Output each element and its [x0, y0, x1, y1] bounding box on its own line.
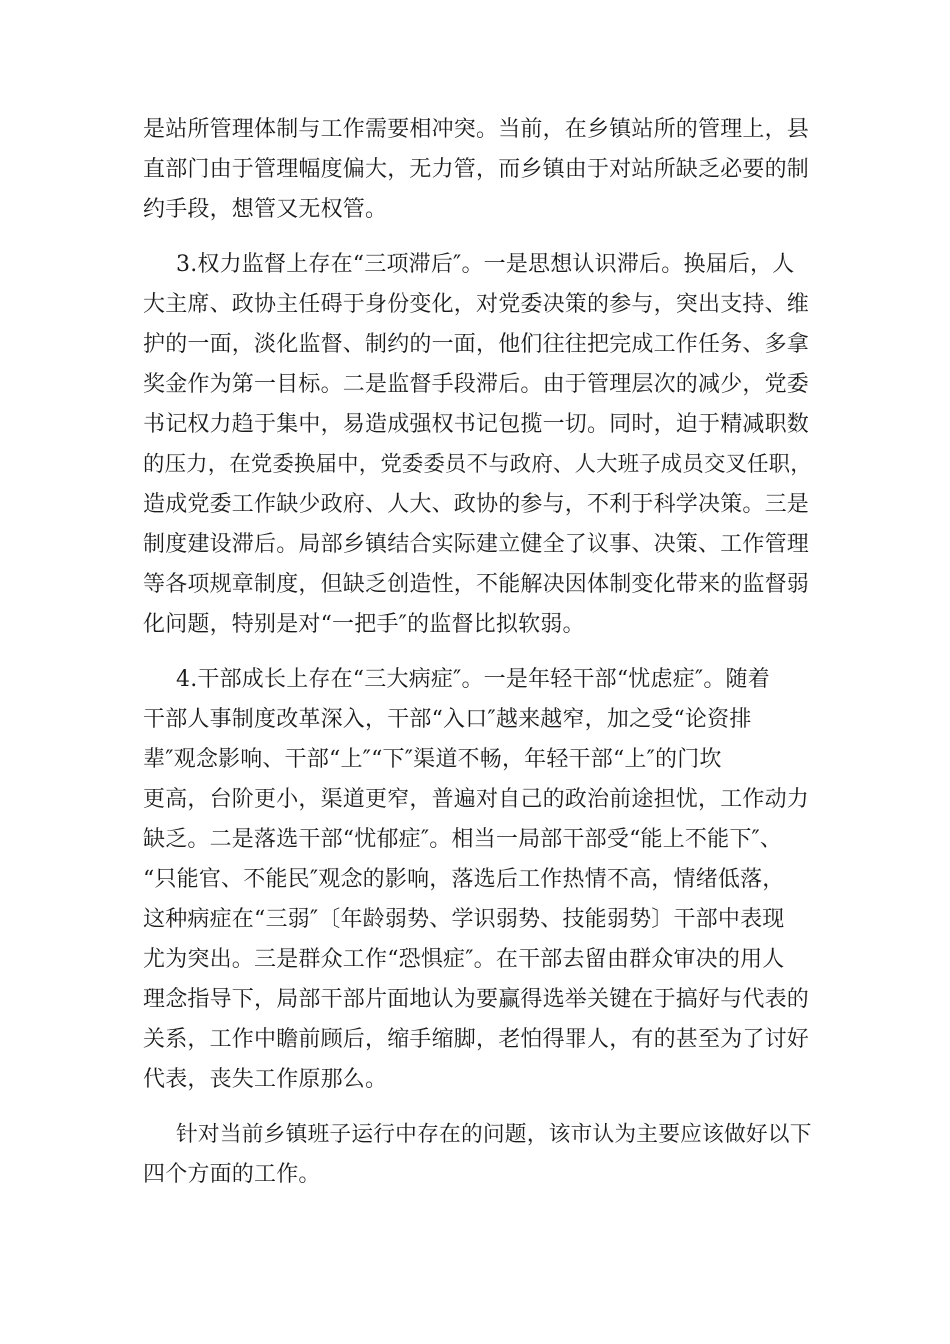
- paragraph-3-line-1: 4.干部成长上存在“三大病症″。一是年轻干部“忧虑症″。随着: [176, 667, 770, 692]
- paragraph-1-line-2: 直部门由于管理幅度偏大，无力管，而乡镇由于对站所缺乏必要的制: [143, 157, 810, 182]
- paragraph-2-line-10: 化问题，特别是对“一把手″的监督比拟软弱。: [143, 612, 585, 637]
- paragraph-2-line-5: 书记权力趋于集中，易造成强权书记包揽一切。同时，迫于精减职数: [143, 412, 810, 437]
- paragraph-2-line-6: 的压力，在党委换届中，党委委员不与政府、人大班子成员交叉任职，: [143, 452, 812, 477]
- paragraph-3-line-4: 更高，台阶更小，渠道更窄，普遍对自己的政治前途担忧，工作动力: [143, 787, 810, 812]
- paragraph-2-line-9: 等各项规章制度，但缺乏创造性，不能解决因体制变化带来的监督弱: [143, 572, 810, 597]
- paragraph-3-line-9: 理念指导下，局部干部片面地认为要赢得选举关键在于搞好与代表的: [143, 987, 810, 1012]
- paragraph-3-line-10: 关系，工作中瞻前顾后，缩手缩脚，老怕得罪人，有的甚至为了讨好: [143, 1027, 810, 1052]
- paragraph-2-line-1: 3.权力监督上存在“三项滞后″。一是思想认识滞后。换届后，人: [176, 252, 795, 277]
- paragraph-2-line-4: 奖金作为第一目标。二是监督手段滞后。由于管理层次的减少，党委: [143, 372, 810, 397]
- paragraph-2-line-7: 造成党委工作缺少政府、人大、政协的参与，不利于科学决策。三是: [143, 492, 810, 517]
- paragraph-2-line-3: 护的一面，淡化监督、制约的一面，他们往往把完成工作任务、多拿: [143, 332, 810, 357]
- paragraph-3-line-11: 代表，丧失工作原那么。: [143, 1067, 388, 1092]
- paragraph-3-line-8: 尤为突出。三是群众工作“恐惧症″。在干部去留由群众审决的用人: [143, 947, 785, 972]
- paragraph-1-line-1: 是站所管理体制与工作需要相冲突。当前，在乡镇站所的管理上，县: [143, 117, 810, 142]
- paragraph-4-line-1: 针对当前乡镇班子运行中存在的问题，该市认为主要应该做好以下: [176, 1122, 812, 1147]
- paragraph-3-line-3: 辈″观念影响、干部“上″“下″渠道不畅，年轻干部“上″的门坎: [143, 747, 722, 772]
- paragraph-2-line-8: 制度建设滞后。局部乡镇结合实际建立健全了议事、决策、工作管理: [143, 532, 810, 557]
- paragraph-3-line-5: 缺乏。二是落选干部“忧郁症″。相当一局部干部受“能上不能下″、: [143, 827, 783, 852]
- paragraph-2-line-2: 大主席、政协主任碍于身份变化，对党委决策的参与，突出支持、维: [143, 292, 810, 317]
- paragraph-1-line-3: 约手段，想管又无权管。: [143, 197, 388, 222]
- paragraph-3-line-6: “只能官、不能民″观念的影响，落选后工作热情不高，情绪低落，: [143, 867, 785, 892]
- paragraph-3-line-7: 这种病症在“三弱″〔年龄弱势、学识弱势、技能弱势〕干部中表现: [143, 907, 785, 932]
- paragraph-4-line-2: 四个方面的工作。: [143, 1162, 321, 1187]
- paragraph-3-line-2: 干部人事制度改革深入，干部“入口″越来越窄，加之受“论资排: [143, 707, 752, 732]
